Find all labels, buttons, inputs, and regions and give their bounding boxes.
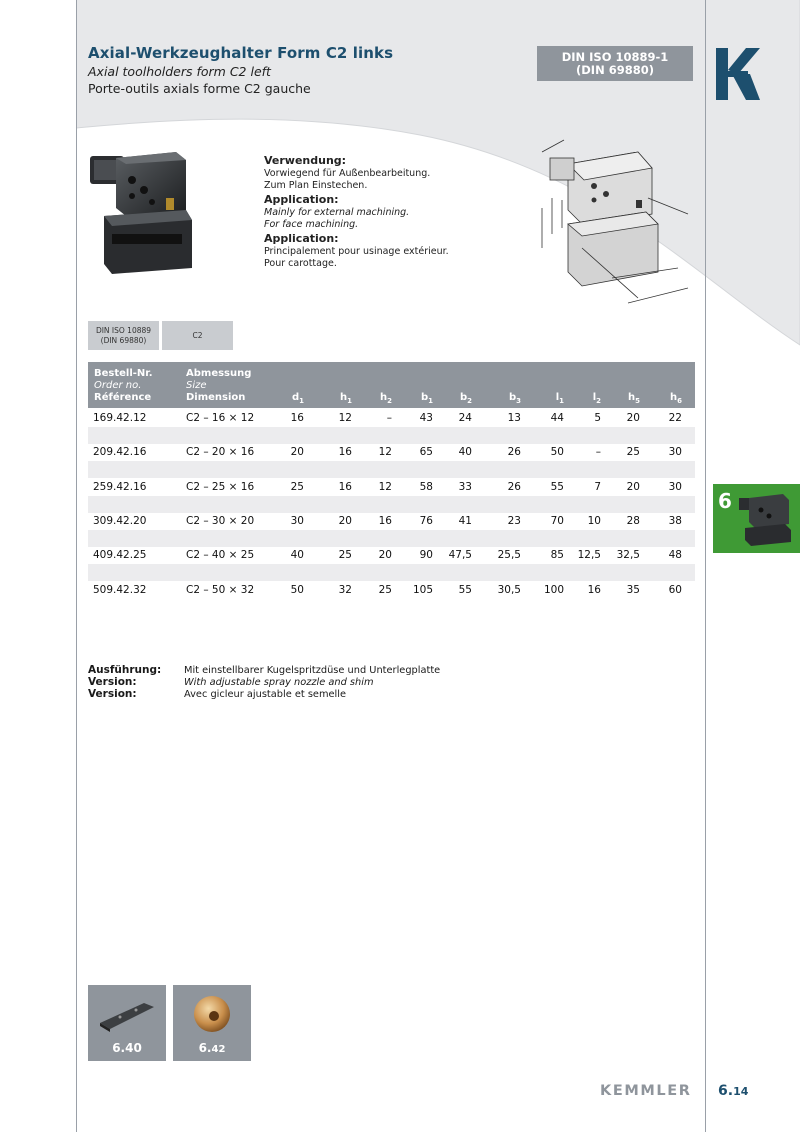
chapter-tab[interactable] (713, 484, 800, 553)
page-title: Axial-Werkzeughalter Form C2 links (88, 44, 394, 62)
table-cell: 16 (587, 583, 601, 596)
page-title-fr: Porte-outils axials forme C2 gauche (88, 81, 311, 96)
table-cell: 55 (458, 583, 472, 596)
order-number: 509.42.32 (93, 583, 147, 596)
order-number: 169.42.12 (93, 412, 147, 424)
column-header-sub: 1 (347, 397, 352, 405)
dimension: C2 – 40 × 25 (186, 549, 255, 562)
table-cell: 76 (419, 514, 433, 527)
dimension: C2 – 20 × 16 (186, 446, 255, 459)
accessory-shim-label: 6.40 (112, 1041, 142, 1055)
column-header (628, 392, 640, 407)
table-row[interactable] (88, 444, 695, 461)
page-number-main: 6. (718, 1083, 734, 1099)
tag-form (162, 321, 233, 350)
table-cell: 5 (594, 412, 601, 424)
header-order-fr: Référence (94, 392, 152, 403)
tag-din (88, 321, 159, 350)
table-cell: 30 (290, 514, 304, 527)
technical-drawing (528, 138, 698, 310)
table-cell: 12 (378, 446, 392, 459)
usage-fr-line-1: Principalement pour usinage extérieur. (264, 246, 449, 257)
order-number: 409.42.25 (93, 549, 147, 562)
table-cell: 60 (668, 583, 682, 596)
table-cell: 12 (378, 480, 392, 493)
version-texts (184, 665, 440, 701)
table-cell: 16 (378, 514, 392, 527)
order-number: 259.42.16 (93, 480, 147, 493)
table-row[interactable] (88, 547, 695, 564)
table-cell: 30,5 (497, 583, 521, 596)
usage-heading-de: Verwendung: (264, 154, 347, 167)
row-separator (88, 564, 695, 581)
table-cell: 55 (550, 480, 564, 493)
column-header-base: b (508, 392, 517, 403)
table-cell: 43 (419, 412, 433, 424)
column-header-base: l (555, 392, 560, 403)
table-cell: 24 (458, 412, 472, 424)
table-cell: 20 (290, 446, 304, 459)
accessory-nozzle-label-main: 6. (198, 1041, 212, 1055)
table-cell: 30 (668, 480, 682, 493)
table-cell: 85 (550, 549, 564, 562)
table-cell: 25 (290, 480, 304, 493)
brand-logo-icon (716, 48, 762, 100)
norm-line-1: DIN ISO 10889-1 (561, 50, 669, 64)
tag-din-line-1: DIN ISO 10889 (95, 326, 152, 335)
accessory-nozzle[interactable] (173, 985, 251, 1061)
table-cell: 105 (412, 583, 433, 596)
table-cell: 22 (668, 412, 682, 424)
norm-badge (537, 46, 693, 81)
version-label-fr: Version: (88, 688, 137, 700)
header-order-de: Bestell-Nr. (94, 368, 153, 379)
table-cell: 13 (507, 412, 521, 424)
table-cell: 7 (594, 480, 601, 493)
left-margin-line (76, 0, 77, 1132)
table-cell: 50 (290, 583, 304, 596)
column-header (509, 392, 521, 407)
accessory-nozzle-label (173, 1041, 251, 1055)
header-dim-fr: Dimension (186, 392, 246, 403)
accessory-shim[interactable] (88, 985, 166, 1061)
column-header (380, 392, 392, 407)
column-header (460, 392, 472, 407)
column-header (292, 392, 304, 407)
table-cell: 35 (626, 583, 640, 596)
row-separator (88, 461, 695, 478)
table-cell: 40 (458, 446, 472, 459)
usage-block (264, 152, 484, 269)
row-separator (88, 496, 695, 513)
column-header-sub: 1 (428, 397, 433, 405)
table-cell: 28 (626, 514, 640, 527)
column-header (556, 392, 564, 407)
table-cell: 48 (668, 549, 682, 562)
table-cell: 47,5 (448, 549, 472, 562)
table-cell: 25 (626, 446, 640, 459)
table-cell: 12,5 (577, 549, 601, 562)
table-row[interactable] (88, 582, 695, 599)
usage-en-line-1: Mainly for external machining. (264, 207, 410, 218)
page-number (718, 1083, 748, 1099)
table-cell: – (386, 412, 392, 424)
column-header-base: h (380, 392, 388, 403)
dimension: C2 – 16 × 12 (186, 412, 255, 424)
column-header-sub: 6 (677, 397, 682, 405)
order-number: 309.42.20 (93, 514, 147, 527)
table-cell: 44 (550, 412, 564, 424)
table-cell: 58 (419, 480, 433, 493)
usage-fr-line-2: Pour carottage. (264, 257, 337, 269)
column-header-base: d (291, 392, 300, 403)
column-header (593, 392, 601, 407)
column-header-base: b (420, 392, 429, 403)
column-header-sub: 3 (516, 397, 521, 405)
order-number: 209.42.16 (93, 446, 147, 459)
column-header-sub: 5 (635, 397, 640, 405)
table-cell: 32 (338, 583, 352, 596)
column-header-base: b (459, 392, 468, 403)
table-cell: 25,5 (497, 549, 521, 562)
table-row[interactable] (88, 410, 695, 427)
table-cell: 50 (550, 446, 564, 459)
version-labels (88, 664, 161, 700)
column-header-sub: 2 (596, 397, 601, 405)
table-cell: 20 (626, 480, 640, 493)
table-cell: 16 (290, 412, 304, 424)
usage-heading-fr: Application: (264, 232, 339, 245)
table-cell: 32,5 (616, 549, 640, 562)
usage-de-line-2: Zum Plan Einstechen. (264, 179, 368, 191)
column-header (670, 392, 682, 407)
table-cell: 16 (338, 446, 352, 459)
table-cell: 70 (550, 514, 564, 527)
header-order-en: Order no. (94, 380, 142, 391)
usage-de-line-1: Vorwiegend für Außenbearbeitung. (264, 168, 431, 179)
table-header (88, 362, 695, 408)
table-row[interactable] (88, 513, 695, 530)
table-row[interactable] (88, 479, 695, 496)
column-header-sub: 1 (299, 397, 304, 405)
table-cell: 10 (587, 514, 601, 527)
column-header-base: h (340, 392, 348, 403)
column-header-sub: 2 (467, 397, 472, 405)
table-cell: 25 (378, 583, 392, 596)
usage-heading-en: Application: (264, 193, 339, 206)
table-cell: 26 (507, 446, 521, 459)
chapter-number: 6 (718, 489, 732, 513)
table-cell: 12 (338, 412, 352, 424)
table-cell: 30 (668, 446, 682, 459)
table-cell: – (595, 446, 601, 459)
version-label-de: Ausführung: (88, 664, 162, 676)
tag-form-label: C2 (192, 331, 203, 340)
page-title-en: Axial toolholders form C2 left (88, 64, 271, 79)
accessory-nozzle-label-small: 42 (211, 1044, 226, 1055)
footer-brand: KEMMLER (600, 1083, 692, 1099)
header-dim-en: Size (186, 380, 207, 391)
table-cell: 20 (626, 412, 640, 424)
table-cell: 23 (507, 514, 521, 527)
right-margin-line (705, 0, 706, 1132)
version-text-de: Mit einstellbarer Kugelspritzdüse und Unterlegplatte (184, 665, 441, 676)
dimension: C2 – 25 × 16 (186, 480, 255, 493)
column-header-base: h (670, 392, 678, 403)
column-header-base: l (592, 392, 597, 403)
table-cell: 100 (543, 583, 564, 596)
header-dim-de: Abmessung (186, 368, 252, 379)
shim-plate-icon (98, 997, 156, 1033)
version-text-fr: Avec gicleur ajustable et semelle (184, 689, 347, 700)
version-text-en: With adjustable spray nozzle and shim (184, 677, 374, 688)
column-header-sub: 2 (387, 397, 392, 405)
column-header (421, 392, 433, 407)
table-cell: 40 (290, 549, 304, 562)
tag-din-line-2: (DIN 69880) (100, 335, 147, 345)
row-separator (88, 427, 695, 444)
product-photo (86, 150, 196, 276)
column-header (340, 392, 352, 407)
page-number-small: 14 (733, 1085, 749, 1098)
table-cell: 20 (378, 549, 392, 562)
norm-line-2: (DIN 69880) (576, 63, 654, 77)
table-cell: 33 (458, 480, 472, 493)
table-cell: 65 (419, 446, 433, 459)
dimension: C2 – 30 × 20 (186, 514, 255, 527)
table-cell: 90 (419, 549, 433, 562)
dimension: C2 – 50 × 32 (186, 583, 255, 596)
table-cell: 41 (458, 514, 472, 527)
column-header-sub: 1 (559, 397, 564, 405)
table-cell: 38 (668, 514, 682, 527)
column-header-base: h (628, 392, 636, 403)
usage-en-line-2: For face machining. (264, 218, 359, 230)
toolholder-icon (735, 492, 793, 546)
table-cell: 26 (507, 480, 521, 493)
spray-nozzle-icon (191, 993, 233, 1035)
table-cell: 20 (338, 514, 352, 527)
version-label-en: Version: (88, 676, 137, 688)
row-separator (88, 530, 695, 547)
table-cell: 16 (338, 480, 352, 493)
table-cell: 25 (338, 549, 352, 562)
